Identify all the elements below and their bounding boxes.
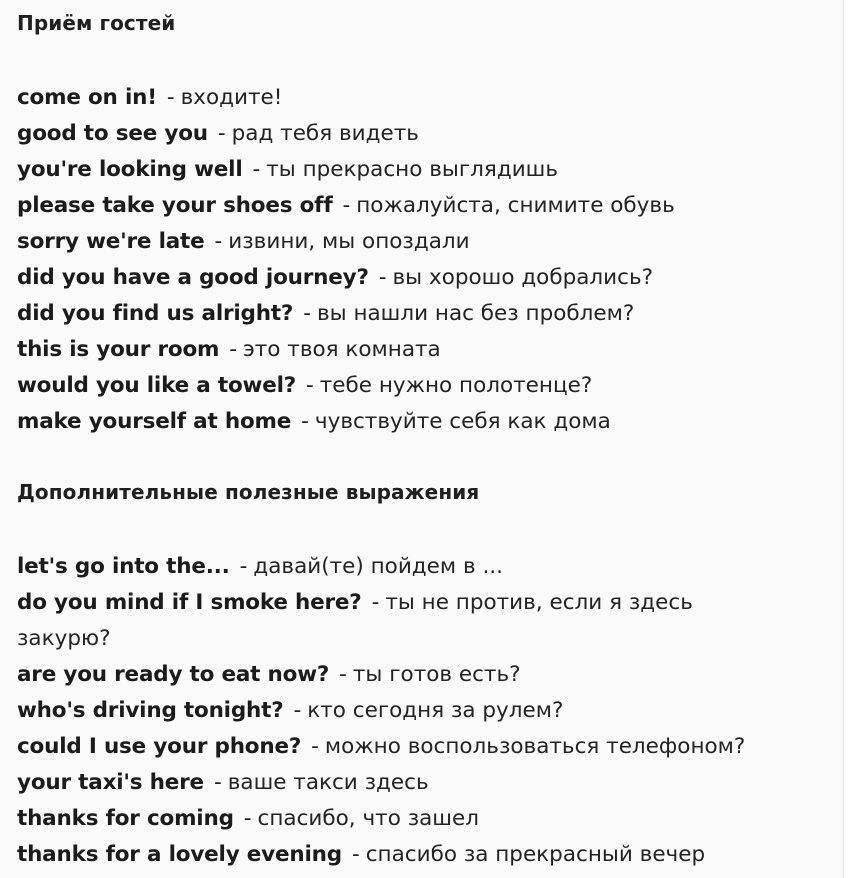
phrase-item — [17, 116, 675, 152]
phrase-separator: - — [306, 373, 314, 398]
phrase-separator: - — [339, 662, 347, 687]
phrase-separator: - — [243, 806, 252, 831]
phrase-russian: пожалуйста, снимите обувь — [356, 193, 675, 218]
phrase-item — [17, 188, 675, 224]
phrase-item — [17, 80, 675, 116]
phrase-english: sorry we're late — [17, 229, 205, 254]
phrase-item — [17, 368, 675, 404]
phrase-russian: кто сегодня за рулем? — [307, 698, 564, 723]
phrase-english: good to see you — [17, 121, 208, 146]
phrase-separator: - — [217, 121, 226, 146]
phrase-separator: - — [371, 590, 380, 615]
phrase-separator: - — [293, 698, 302, 723]
phrase-english: did you have a good journey? — [17, 265, 369, 290]
phrase-english: thanks for coming — [17, 806, 234, 831]
phrase-english: did you find us alright? — [17, 301, 294, 326]
phrase-separator: - — [351, 842, 360, 867]
phrase-separator: - — [301, 409, 309, 434]
phrase-russian: ты готов есть? — [352, 662, 521, 687]
section-title-useful-expressions: Дополнительные полезные выражения — [17, 480, 480, 504]
phrase-item — [17, 332, 675, 368]
phrase-russian: вы хорошо добрались? — [392, 265, 654, 290]
phrase-russian: это твоя комната — [242, 337, 441, 362]
phrase-english: your taxi's here — [17, 770, 204, 795]
phrase-english: who's driving tonight? — [17, 698, 284, 723]
phrase-english: you're looking well — [17, 157, 243, 182]
phrase-russian: извини, мы опоздали — [228, 229, 470, 254]
phrase-item — [17, 260, 675, 296]
phrase-list-receiving-guests — [17, 80, 675, 440]
phrase-item — [17, 693, 777, 729]
phrase-item — [17, 224, 675, 260]
phrase-russian: вы нашли нас без проблем? — [316, 301, 635, 326]
phrase-separator: - — [311, 734, 319, 759]
section-title-receiving-guests: Приём гостей — [17, 11, 176, 35]
phrase-english: would you like a towel? — [17, 373, 297, 398]
phrase-item — [17, 296, 675, 332]
phrase-english: come on in! — [17, 85, 157, 110]
phrase-english: this is your room — [17, 337, 220, 362]
phrase-english: could I use your phone? — [17, 734, 302, 759]
phrase-separator: - — [166, 85, 175, 110]
phrase-list-useful-expressions — [17, 549, 777, 873]
phrase-item — [17, 404, 675, 440]
phrase-russian: спасибо, что зашел — [257, 806, 479, 831]
phrase-russian: спасибо за прекрасный вечер — [365, 842, 706, 867]
phrase-item — [17, 657, 777, 693]
phrase-separator: - — [378, 265, 387, 290]
phrase-english: are you ready to eat now? — [17, 662, 330, 687]
phrase-russian: входите! — [180, 85, 283, 110]
phrase-russian: можно воспользоваться телефоном? — [324, 734, 746, 759]
phrase-russian: ты не против, если я здесь закурю? — [17, 590, 693, 651]
phrase-english: please take your shoes off — [17, 193, 333, 218]
phrase-russian: рад тебя видеть — [231, 121, 419, 146]
phrase-english: let's go into the... — [17, 554, 230, 579]
phrase-separator: - — [303, 301, 311, 326]
phrase-separator: - — [342, 193, 351, 218]
phrase-russian: давай(те) пойдем в ... — [253, 554, 503, 579]
phrase-item — [17, 549, 777, 585]
phrase-english: thanks for a lovely evening — [17, 842, 342, 867]
phrase-item — [17, 729, 777, 765]
phrase-russian: тебе нужно полотенце? — [319, 373, 593, 398]
phrase-item — [17, 585, 777, 657]
phrase-item — [17, 837, 777, 873]
phrase-russian: ты прекрасно выглядишь — [266, 157, 559, 182]
phrase-separator: - — [239, 554, 248, 579]
phrase-item — [17, 152, 675, 188]
phrase-item — [17, 765, 777, 801]
phrase-item — [17, 801, 777, 837]
phrase-english: make yourself at home — [17, 409, 292, 434]
phrase-separator: - — [252, 157, 261, 182]
phrase-separator: - — [229, 337, 237, 362]
phrase-separator: - — [214, 229, 223, 254]
phrase-english: do you mind if I smoke here? — [17, 590, 362, 615]
phrase-russian: ваше такси здесь — [227, 770, 429, 795]
phrase-russian: чувствуйте себя как дома — [314, 409, 611, 434]
phrase-separator: - — [213, 770, 222, 795]
